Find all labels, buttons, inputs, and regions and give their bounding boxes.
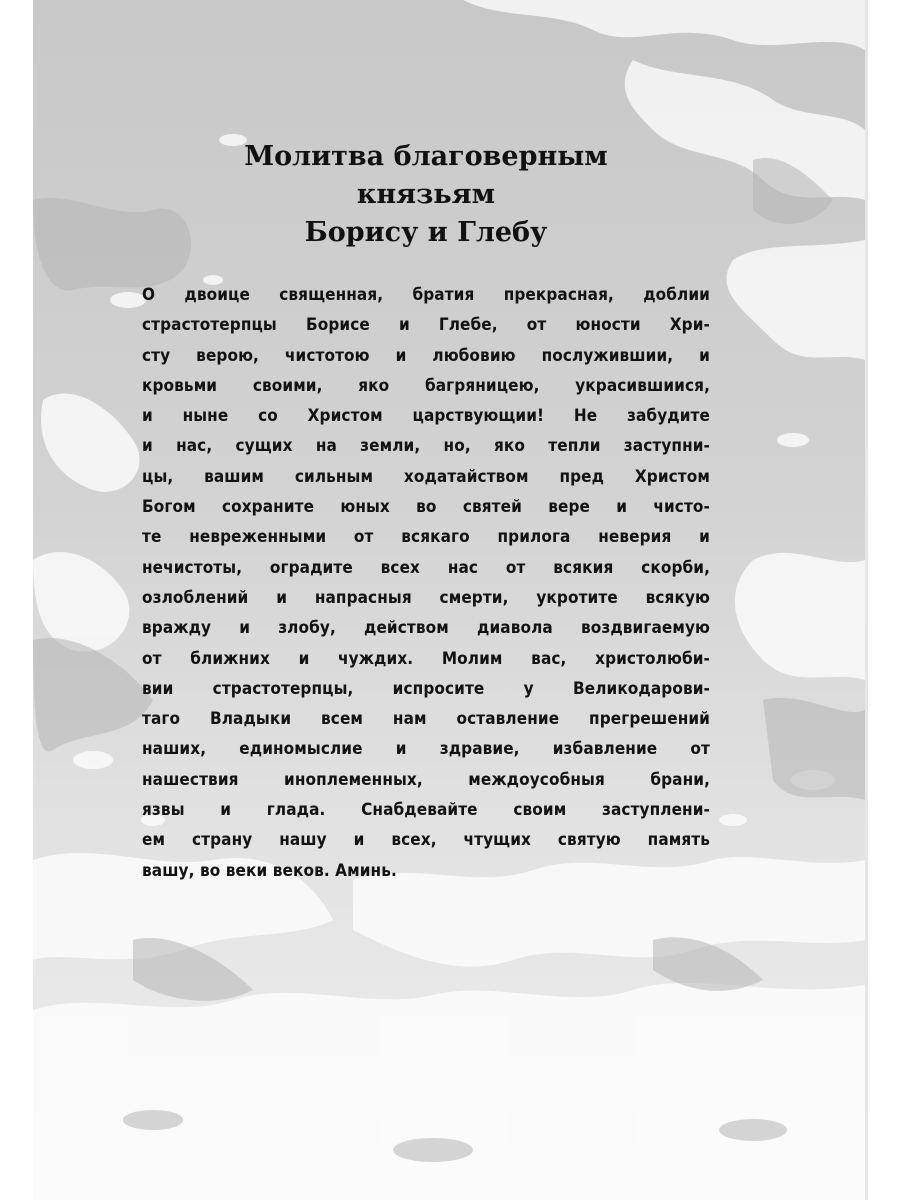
prayer-line: те невреженными от всякаго прилога неверия и bbox=[142, 527, 710, 548]
title-line-2: князьям bbox=[356, 179, 496, 210]
page-title bbox=[142, 138, 710, 252]
page-edge bbox=[865, 0, 868, 1200]
prayer-line: таго Владыки всем нам оставление прегрешений bbox=[142, 709, 710, 730]
prayer-line: и нас, сущих на земли, но, яко тепли заступни- bbox=[142, 436, 710, 457]
prayer-line: Богом сохраните юных во святей вере и чисто- bbox=[142, 497, 710, 518]
prayer-line: сту верою, чистотою и любовию послужившии, и bbox=[142, 345, 710, 366]
prayer-line: цы, вашим сильным ходатайством пред Христом bbox=[142, 466, 710, 487]
prayer-line: нечистоты, оградите всех нас от всякия скорби, bbox=[142, 557, 710, 578]
prayer-line: вражду и злобу, действом диавола воздвигаемую bbox=[142, 618, 710, 639]
prayer-content bbox=[142, 138, 710, 886]
prayer-text bbox=[142, 280, 710, 886]
prayer-line: от ближних и чуждих. Молим вас, христолюби- bbox=[142, 648, 710, 669]
title-line-1: Молитва благоверным bbox=[244, 141, 608, 172]
prayer-line: язвы и глада. Снабдевайте своим заступлени- bbox=[142, 800, 710, 821]
prayer-line: и ныне со Христом царствующии! Не забудите bbox=[142, 406, 710, 427]
prayer-line: озлоблений и напрасныя смерти, укротите всякую bbox=[142, 587, 710, 608]
prayer-line: О двоице священная, братия прекрасная, доблии bbox=[142, 285, 710, 305]
title-line-3: Борису и Глебу bbox=[304, 217, 548, 248]
prayer-line: наших, единомыслие и здравие, избавление от bbox=[142, 739, 710, 760]
prayer-line: вии страстотерпцы, испросите у Великодарови- bbox=[142, 678, 710, 699]
prayer-line: вашу, во веки веков. Аминь. bbox=[142, 860, 397, 881]
prayer-line: ем страну нашу и всех, чтущих святую память bbox=[142, 830, 710, 851]
prayer-line: нашествия иноплеменных, междоусобныя брани, bbox=[142, 769, 710, 790]
prayer-line: страстотерпцы Борисе и Глебе, от юности Хри- bbox=[142, 315, 710, 336]
prayer-line: кровьми своими, яко багряницею, украсившиися, bbox=[142, 375, 710, 396]
